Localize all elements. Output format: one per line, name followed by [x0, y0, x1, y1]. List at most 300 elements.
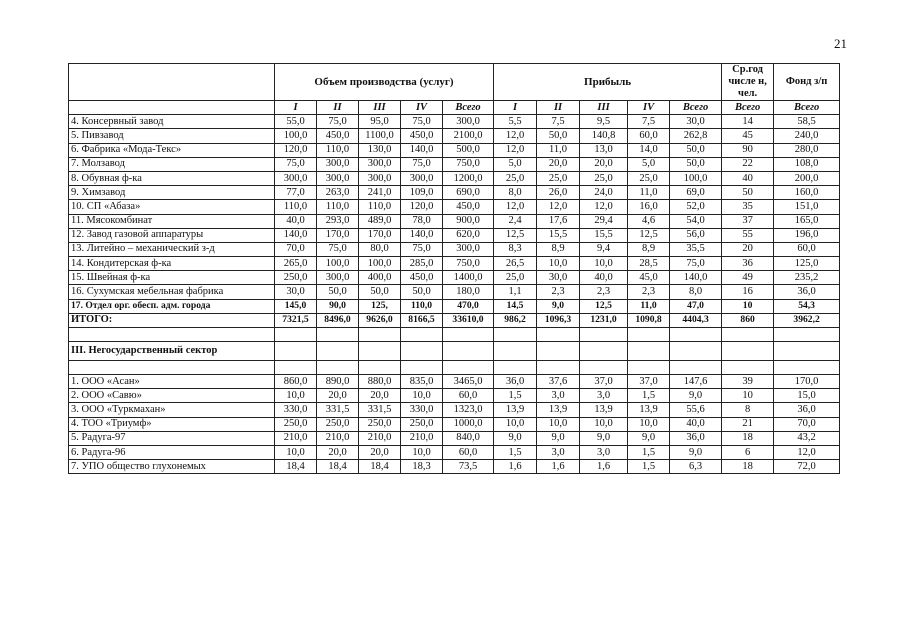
subheader-q4: IV [628, 101, 670, 115]
cell: 20,0 [317, 445, 359, 459]
cell: 1,5 [494, 389, 537, 403]
cell: 28,5 [628, 257, 670, 271]
cell: 1,5 [628, 389, 670, 403]
cell: 1323,0 [443, 403, 494, 417]
cell: 12,0 [537, 200, 580, 214]
cell: 55 [722, 228, 774, 242]
cell: 300,0 [317, 271, 359, 285]
cell: 10,0 [275, 445, 317, 459]
cell: 36,0 [774, 403, 840, 417]
cell: 60,0 [774, 242, 840, 256]
cell: 39 [722, 375, 774, 389]
cell: 125, [359, 299, 401, 313]
cell: 986,2 [494, 313, 537, 327]
cell: 10,0 [401, 445, 443, 459]
cell: 250,0 [317, 417, 359, 431]
cell: 3962,2 [774, 313, 840, 327]
cell: 196,0 [774, 228, 840, 242]
table-row [69, 375, 840, 389]
cell: 69,0 [670, 186, 722, 200]
cell: 12,0 [494, 129, 537, 143]
cell: 240,0 [774, 129, 840, 143]
subheader-q4: IV [401, 101, 443, 115]
cell: 9,0 [670, 445, 722, 459]
cell: 36,0 [670, 431, 722, 445]
cell: 210,0 [317, 431, 359, 445]
cell: 250,0 [359, 417, 401, 431]
cell: 9,0 [537, 431, 580, 445]
header-production: Объем производства (услуг) [275, 64, 494, 101]
cell: 11,0 [628, 299, 670, 313]
header-name-blank [69, 64, 275, 101]
cell: 52,0 [670, 200, 722, 214]
cell: 860 [722, 313, 774, 327]
cell: 2,3 [628, 285, 670, 299]
cell: 9,4 [580, 242, 628, 256]
cell: 40,0 [670, 417, 722, 431]
table-row [69, 228, 840, 242]
cell: 75,0 [401, 242, 443, 256]
cell: 37 [722, 214, 774, 228]
cell: 210,0 [275, 431, 317, 445]
table-row [69, 403, 840, 417]
cell: 330,0 [401, 403, 443, 417]
cell: 10,0 [580, 417, 628, 431]
table-row [69, 171, 840, 185]
cell: 1,5 [628, 445, 670, 459]
cell: 73,5 [443, 460, 494, 474]
cell: 860,0 [275, 375, 317, 389]
row-name: 17. Отдел орг. обесп. адм. города [69, 299, 275, 313]
cell: 75,0 [317, 115, 359, 129]
cell: 14 [722, 115, 774, 129]
cell: 1000,0 [443, 417, 494, 431]
cell: 12,0 [774, 445, 840, 459]
cell: 25,0 [580, 171, 628, 185]
cell: 10,0 [401, 389, 443, 403]
cell: 5,0 [628, 157, 670, 171]
table-row [69, 214, 840, 228]
cell: 54,0 [670, 214, 722, 228]
cell: 75,0 [401, 157, 443, 171]
cell: 3,0 [537, 445, 580, 459]
cell: 7,5 [537, 115, 580, 129]
cell: 20,0 [359, 445, 401, 459]
cell: 2,3 [580, 285, 628, 299]
subheader-wage-total: Всего [774, 101, 840, 115]
cell: 250,0 [275, 271, 317, 285]
cell: 45 [722, 129, 774, 143]
cell: 14,0 [628, 143, 670, 157]
cell: 170,0 [774, 375, 840, 389]
table-row [69, 431, 840, 445]
table-row [69, 186, 840, 200]
cell: 47,0 [670, 299, 722, 313]
cell: 90 [722, 143, 774, 157]
cell: 25,0 [494, 271, 537, 285]
row-name: 2. ООО «Савю» [69, 389, 275, 403]
cell: 30,0 [537, 271, 580, 285]
cell: 130,0 [359, 143, 401, 157]
cell: 33610,0 [443, 313, 494, 327]
cell: 13,0 [580, 143, 628, 157]
cell: 43,2 [774, 431, 840, 445]
row-name: 4. Консервный завод [69, 115, 275, 129]
table-row [69, 285, 840, 299]
cell: 77,0 [275, 186, 317, 200]
cell: 60,0 [628, 129, 670, 143]
cell: 18 [722, 431, 774, 445]
cell: 5,5 [494, 115, 537, 129]
cell: 109,0 [401, 186, 443, 200]
cell: 49 [722, 271, 774, 285]
cell: 40 [722, 171, 774, 185]
section-row [69, 342, 840, 361]
cell: 14,5 [494, 299, 537, 313]
cell: 75,0 [401, 115, 443, 129]
cell: 210,0 [359, 431, 401, 445]
cell: 1200,0 [443, 171, 494, 185]
cell: 210,0 [401, 431, 443, 445]
cell: 1,1 [494, 285, 537, 299]
row-name: 7. Молзавод [69, 157, 275, 171]
cell: 16 [722, 285, 774, 299]
cell: 10 [722, 389, 774, 403]
header-row [69, 64, 840, 101]
row-name: 6. Фабрика «Мода-Текс» [69, 143, 275, 157]
cell: 100,0 [275, 129, 317, 143]
cell: 12,0 [494, 200, 537, 214]
cell: 11,0 [537, 143, 580, 157]
cell: 10,0 [494, 417, 537, 431]
cell: 11,0 [628, 186, 670, 200]
cell: 1231,0 [580, 313, 628, 327]
cell: 140,8 [580, 129, 628, 143]
row-name: 13. Литейно – механический з-д [69, 242, 275, 256]
cell: 13,9 [537, 403, 580, 417]
cell: 50,0 [359, 285, 401, 299]
cell: 145,0 [275, 299, 317, 313]
subheader-total: Всего [443, 101, 494, 115]
cell: 12,5 [494, 228, 537, 242]
row-name: 1. ООО «Асан» [69, 375, 275, 389]
cell: 10,0 [580, 257, 628, 271]
cell: 285,0 [401, 257, 443, 271]
cell: 100,0 [359, 257, 401, 271]
cell: 8,3 [494, 242, 537, 256]
cell: 450,0 [317, 129, 359, 143]
cell: 500,0 [443, 143, 494, 157]
cell: 26,5 [494, 257, 537, 271]
cell: 22 [722, 157, 774, 171]
cell: 50,0 [537, 129, 580, 143]
cell: 10,0 [537, 257, 580, 271]
cell: 7321,5 [275, 313, 317, 327]
cell: 35,5 [670, 242, 722, 256]
cell: 78,0 [401, 214, 443, 228]
cell: 30,0 [670, 115, 722, 129]
table-row [69, 200, 840, 214]
cell: 80,0 [359, 242, 401, 256]
cell: 18,3 [401, 460, 443, 474]
cell: 9,0 [537, 299, 580, 313]
row-name: 16. Сухумская мебельная фабрика [69, 285, 275, 299]
row-name: 8. Обувная ф-ка [69, 171, 275, 185]
cell: 835,0 [401, 375, 443, 389]
cell: 12,0 [494, 143, 537, 157]
cell: 2,4 [494, 214, 537, 228]
cell: 6 [722, 445, 774, 459]
total-row [69, 313, 840, 327]
cell: 50,0 [401, 285, 443, 299]
table-row [69, 271, 840, 285]
section-title: III. Негосударственный сектор [69, 342, 275, 361]
subheader-row [69, 101, 840, 115]
cell: 50 [722, 186, 774, 200]
subheader-blank [69, 101, 275, 115]
page-number: 21 [834, 36, 847, 51]
cell: 3,0 [537, 389, 580, 403]
cell: 18,4 [317, 460, 359, 474]
cell: 25,0 [494, 171, 537, 185]
cell: 250,0 [401, 417, 443, 431]
cell: 50,0 [670, 143, 722, 157]
cell: 1090,8 [628, 313, 670, 327]
cell: 140,0 [401, 143, 443, 157]
cell: 37,6 [537, 375, 580, 389]
cell: 151,0 [774, 200, 840, 214]
cell: 9,0 [494, 431, 537, 445]
row-name: 6. Радуга-96 [69, 445, 275, 459]
cell: 9,0 [628, 431, 670, 445]
cell: 160,0 [774, 186, 840, 200]
cell: 331,5 [317, 403, 359, 417]
cell: 18 [722, 460, 774, 474]
row-name: 5. Пивзавод [69, 129, 275, 143]
cell: 21 [722, 417, 774, 431]
subheader-q2: II [317, 101, 359, 115]
cell: 1,6 [580, 460, 628, 474]
row-name: 10. СП «Абаза» [69, 200, 275, 214]
cell: 75,0 [670, 257, 722, 271]
cell: 110,0 [275, 200, 317, 214]
cell: 37,0 [580, 375, 628, 389]
row-name: 12. Завод газовой аппаратуры [69, 228, 275, 242]
cell: 26,0 [537, 186, 580, 200]
row-name: 3. ООО «Туркмахан» [69, 403, 275, 417]
cell: 1400,0 [443, 271, 494, 285]
table-row [69, 445, 840, 459]
cell: 20 [722, 242, 774, 256]
row-name: 11. Мясокомбинат [69, 214, 275, 228]
cell: 58,5 [774, 115, 840, 129]
cell: 250,0 [275, 417, 317, 431]
cell: 13,9 [494, 403, 537, 417]
table-row [69, 460, 840, 474]
cell: 40,0 [580, 271, 628, 285]
cell: 37,0 [628, 375, 670, 389]
cell: 450,0 [401, 129, 443, 143]
cell: 3465,0 [443, 375, 494, 389]
subheader-headcount-total: Всего [722, 101, 774, 115]
table-row [69, 242, 840, 256]
cell: 10,0 [628, 417, 670, 431]
cell: 140,0 [401, 228, 443, 242]
cell: 840,0 [443, 431, 494, 445]
cell: 2,3 [537, 285, 580, 299]
cell: 263,0 [317, 186, 359, 200]
cell: 690,0 [443, 186, 494, 200]
subheader-q1: I [275, 101, 317, 115]
cell: 72,0 [774, 460, 840, 474]
row-name: 7. УПО общество глухонемых [69, 460, 275, 474]
cell: 165,0 [774, 214, 840, 228]
cell: 60,0 [443, 389, 494, 403]
table-row [69, 417, 840, 431]
cell: 300,0 [359, 171, 401, 185]
subheader-total: Всего [670, 101, 722, 115]
cell: 16,0 [628, 200, 670, 214]
cell: 110,0 [317, 143, 359, 157]
subheader-q2: II [537, 101, 580, 115]
table-row [69, 157, 840, 171]
cell: 140,0 [275, 228, 317, 242]
cell: 489,0 [359, 214, 401, 228]
cell: 70,0 [275, 242, 317, 256]
cell: 330,0 [275, 403, 317, 417]
cell: 1096,3 [537, 313, 580, 327]
cell: 300,0 [443, 242, 494, 256]
cell: 15,0 [774, 389, 840, 403]
economic-table [68, 63, 840, 474]
cell: 20,0 [580, 157, 628, 171]
cell: 30,0 [275, 285, 317, 299]
cell: 9,5 [580, 115, 628, 129]
cell: 95,0 [359, 115, 401, 129]
blank-row [69, 328, 840, 342]
cell: 13,9 [628, 403, 670, 417]
cell: 55,6 [670, 403, 722, 417]
cell: 100,0 [670, 171, 722, 185]
cell: 15,5 [537, 228, 580, 242]
cell: 36 [722, 257, 774, 271]
cell: 120,0 [275, 143, 317, 157]
cell: 8496,0 [317, 313, 359, 327]
header-wage-fund: Фонд з/п [774, 64, 840, 101]
cell: 18,4 [275, 460, 317, 474]
cell: 24,0 [580, 186, 628, 200]
cell: 100,0 [317, 257, 359, 271]
cell: 4404,3 [670, 313, 722, 327]
cell: 9626,0 [359, 313, 401, 327]
cell: 900,0 [443, 214, 494, 228]
cell: 55,0 [275, 115, 317, 129]
cell: 890,0 [317, 375, 359, 389]
cell: 450,0 [443, 200, 494, 214]
cell: 10 [722, 299, 774, 313]
cell: 262,8 [670, 129, 722, 143]
cell: 5,0 [494, 157, 537, 171]
cell: 300,0 [317, 157, 359, 171]
cell: 6,3 [670, 460, 722, 474]
cell: 620,0 [443, 228, 494, 242]
cell: 7,5 [628, 115, 670, 129]
cell: 35 [722, 200, 774, 214]
cell: 70,0 [774, 417, 840, 431]
table-row [69, 257, 840, 271]
cell: 40,0 [275, 214, 317, 228]
cell: 45,0 [628, 271, 670, 285]
cell: 15,5 [580, 228, 628, 242]
cell: 50,0 [317, 285, 359, 299]
cell: 10,0 [275, 389, 317, 403]
cell: 90,0 [317, 299, 359, 313]
cell: 265,0 [275, 257, 317, 271]
cell: 300,0 [401, 171, 443, 185]
cell: 3,0 [580, 389, 628, 403]
cell: 20,0 [537, 157, 580, 171]
cell: 1100,0 [359, 129, 401, 143]
cell: 36,0 [494, 375, 537, 389]
header-profit: Прибыль [494, 64, 722, 101]
row-name: 15. Швейная ф-ка [69, 271, 275, 285]
cell: 8,0 [670, 285, 722, 299]
row-name: 14. Кондитерская ф-ка [69, 257, 275, 271]
blank-row [69, 361, 840, 375]
cell: 3,0 [580, 445, 628, 459]
cell: 25,0 [628, 171, 670, 185]
subheader-q3: III [359, 101, 401, 115]
cell: 56,0 [670, 228, 722, 242]
table-row [69, 389, 840, 403]
cell: 50,0 [670, 157, 722, 171]
cell: 120,0 [401, 200, 443, 214]
cell: 331,5 [359, 403, 401, 417]
cell: 25,0 [537, 171, 580, 185]
table-row [69, 143, 840, 157]
cell: 300,0 [275, 171, 317, 185]
table-row [69, 129, 840, 143]
cell: 29,4 [580, 214, 628, 228]
cell: 300,0 [359, 157, 401, 171]
cell: 8,9 [628, 242, 670, 256]
cell: 180,0 [443, 285, 494, 299]
cell: 147,6 [670, 375, 722, 389]
cell: 54,3 [774, 299, 840, 313]
cell: 125,0 [774, 257, 840, 271]
cell: 12,5 [628, 228, 670, 242]
cell: 2100,0 [443, 129, 494, 143]
row-name: 5. Радуга-97 [69, 431, 275, 445]
cell: 108,0 [774, 157, 840, 171]
cell: 280,0 [774, 143, 840, 157]
cell: 75,0 [317, 242, 359, 256]
cell: 200,0 [774, 171, 840, 185]
cell: 8,0 [494, 186, 537, 200]
cell: 110,0 [317, 200, 359, 214]
cell: 60,0 [443, 445, 494, 459]
cell: 450,0 [401, 271, 443, 285]
cell: 1,6 [494, 460, 537, 474]
cell: 9,0 [670, 389, 722, 403]
cell: 20,0 [359, 389, 401, 403]
cell: 140,0 [670, 271, 722, 285]
cell: 170,0 [359, 228, 401, 242]
cell: 1,6 [537, 460, 580, 474]
subheader-q3: III [580, 101, 628, 115]
cell: 293,0 [317, 214, 359, 228]
cell: 36,0 [774, 285, 840, 299]
